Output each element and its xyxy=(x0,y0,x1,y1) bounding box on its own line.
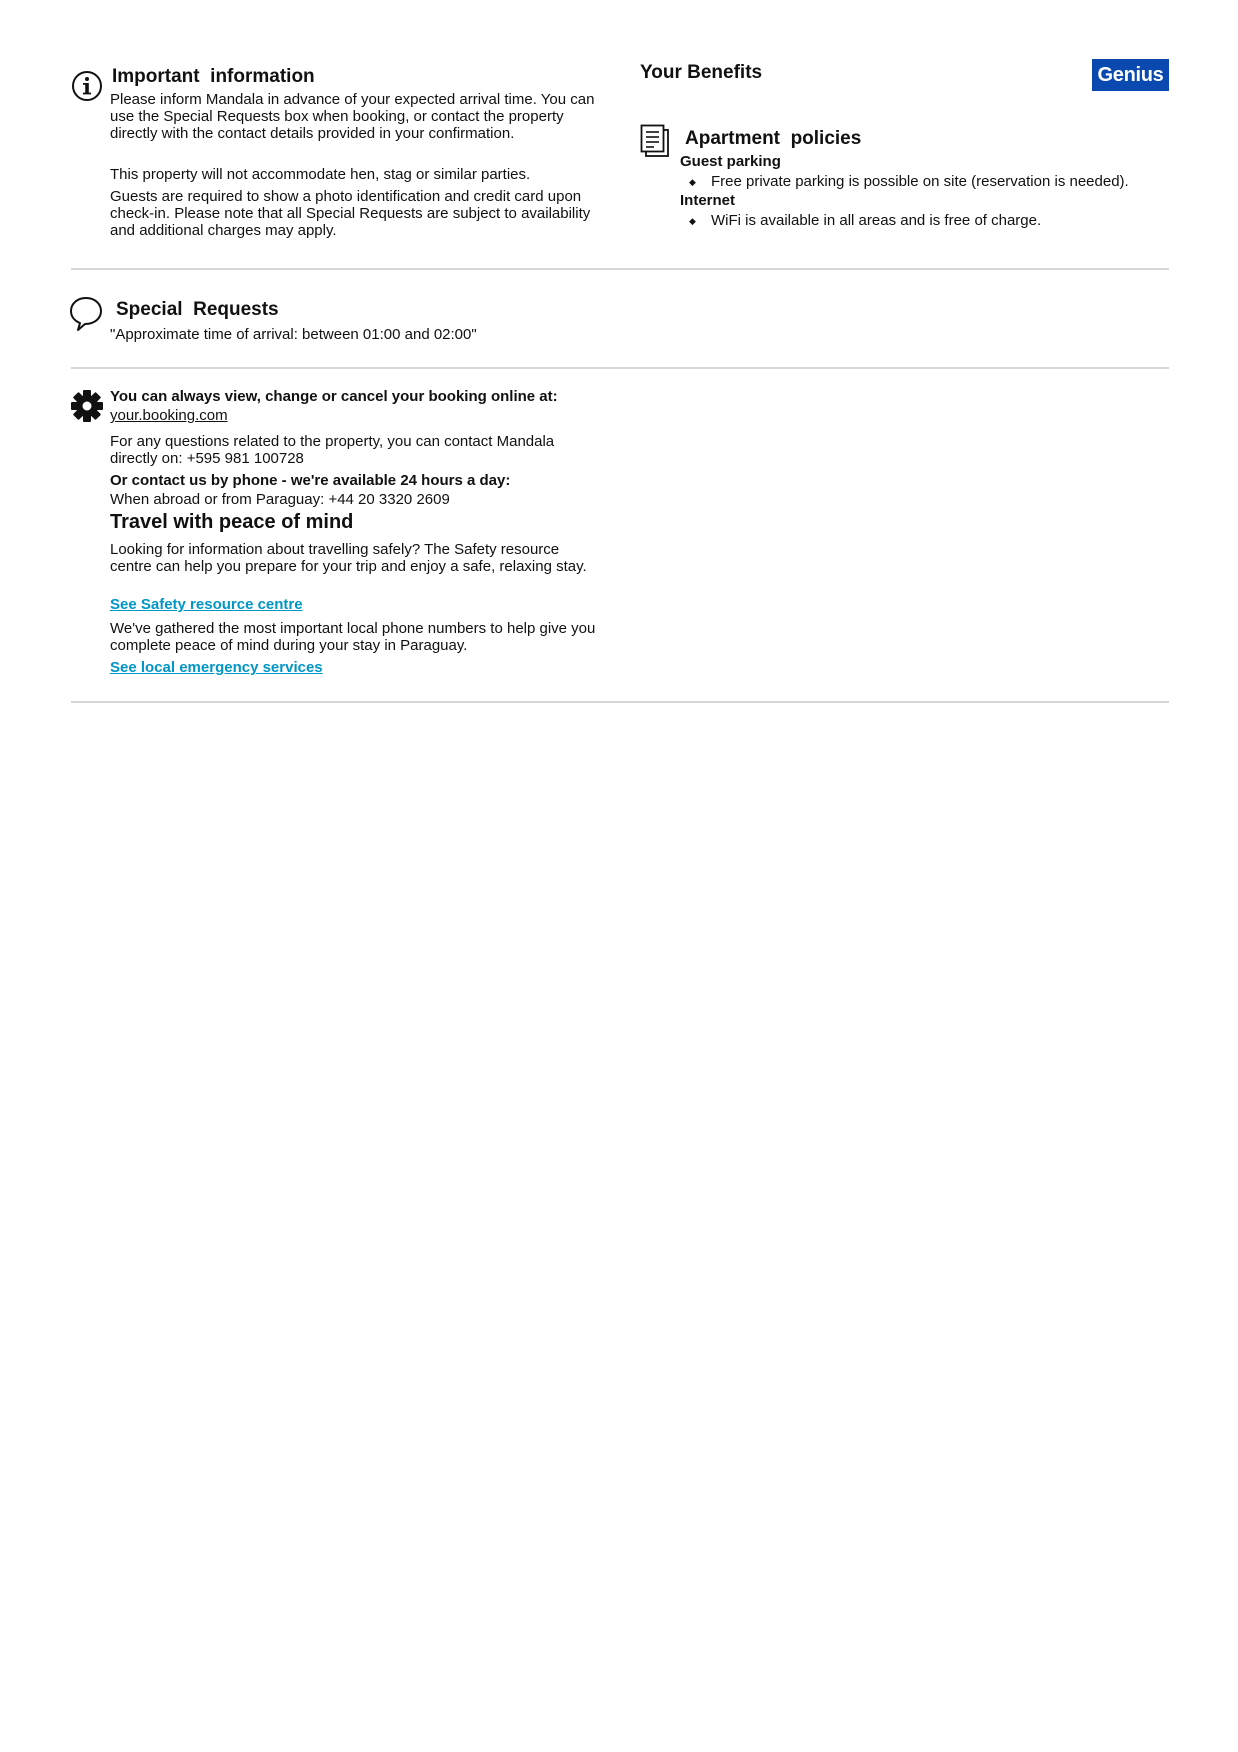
important-info-title: Important information xyxy=(112,66,315,87)
important-info-text-1: Please inform Mandala in advance of your expected arrival time. You can use the Special Requests box when booking, or contact the property directly with the contact details provided in your confirmation. xyxy=(110,91,595,142)
section-divider xyxy=(71,701,1169,703)
policies-title: Apartment policies xyxy=(685,128,862,149)
policy-item: ◆ Free private parking is possible on site (reservation is needed). xyxy=(680,173,1180,190)
policy-group-heading: Internet xyxy=(680,192,736,209)
travel-title: Travel with peace of mind xyxy=(110,511,354,533)
manage-url-link[interactable]: your.booking.com xyxy=(110,407,228,424)
benefits-title: Your Benefits xyxy=(640,62,763,83)
speech-bubble-icon xyxy=(69,296,103,332)
special-requests-text: "Approximate time of arrival: between 01:00 and 02:00" xyxy=(110,326,477,343)
section-divider xyxy=(71,268,1169,270)
policy-item: ◆ WiFi is available in all areas and is free of charge. xyxy=(680,212,1180,229)
document-icon xyxy=(640,124,670,158)
policy-group-items xyxy=(680,212,1180,229)
phone-text: When abroad or from Paraguay: +44 20 3320 2609 xyxy=(110,491,450,508)
phone-heading: Or contact us by phone - we're available 24 hours a day: xyxy=(110,472,511,489)
important-info-text-2: This property will not accommodate hen, stag or similar parties. xyxy=(110,166,531,183)
contact-text: For any questions related to the property, you can contact Mandala directly on: +595 981 100728 xyxy=(110,433,555,467)
emergency-services-link[interactable]: See local emergency services xyxy=(110,659,323,676)
travel-text-1: Looking for information about travelling safely? The Safety resource centre can help you prepare for your trip and enjoy a safe, relaxing stay. xyxy=(110,541,587,575)
travel-text-2: We've gathered the most important local phone numbers to help give you complete peace of mind during your stay in Paraguay. xyxy=(110,620,596,654)
policies-list xyxy=(680,153,1180,229)
policy-group-heading: Guest parking xyxy=(680,153,781,170)
info-icon xyxy=(71,70,103,102)
policy-group-items xyxy=(680,173,1180,190)
safety-resource-link[interactable]: See Safety resource centre xyxy=(110,596,303,613)
section-divider xyxy=(71,367,1169,369)
important-info-text-3: Guests are required to show a photo identification and credit card upon check-in. Please note that all Special Requests are subject to availability and additional charges may apply. xyxy=(110,188,591,239)
special-requests-title: Special Requests xyxy=(116,299,279,320)
genius-badge: Genius xyxy=(1092,59,1169,91)
manage-heading: You can always view, change or cancel your booking online at: xyxy=(110,388,558,405)
gear-icon xyxy=(70,389,104,423)
